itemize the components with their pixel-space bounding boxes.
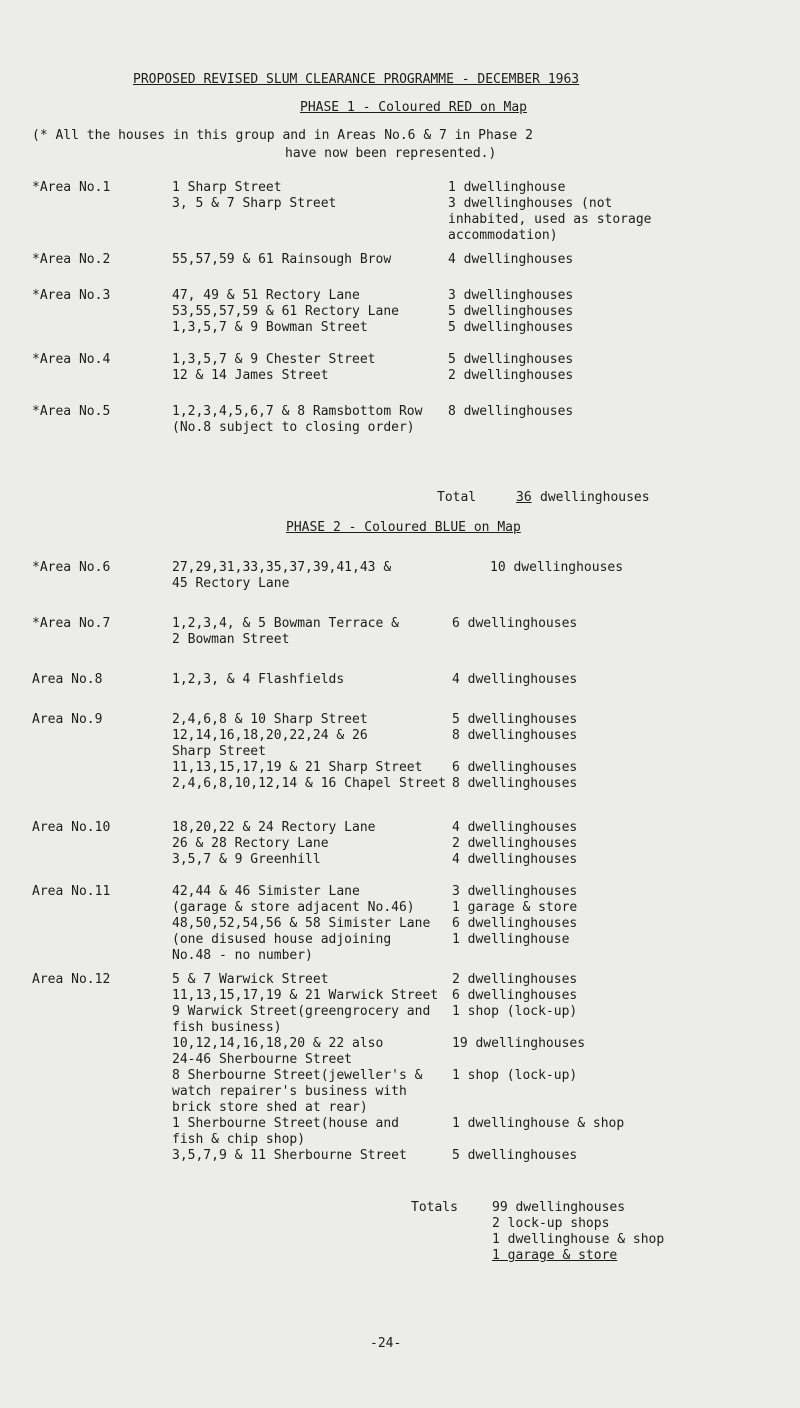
address-line: watch repairer's business with (172, 1084, 407, 1099)
address-line: (garage & store adjacent No.46) (172, 900, 415, 915)
page-number: -24- (370, 1336, 402, 1351)
area-label: Area No.10 (32, 820, 111, 835)
address-line: 3,5,7 & 9 Greenhill (172, 852, 321, 867)
area-label: *Area No.7 (32, 616, 111, 631)
area-label: *Area No.3 (32, 288, 111, 303)
address-line: 12,14,16,18,20,22,24 & 26 (172, 728, 368, 743)
address-line: 1,2,3, & 4 Flashfields (172, 672, 345, 687)
area-label: *Area No.6 (32, 560, 111, 575)
totals-line: 1 garage & store (492, 1248, 618, 1263)
address-line: 1,3,5,7 & 9 Bowman Street (172, 320, 368, 335)
address-line: fish & chip shop) (172, 1132, 306, 1147)
address-line: 3,5,7,9 & 11 Sherbourne Street (172, 1148, 407, 1163)
dwelling-count: 1 shop (lock-up) (452, 1004, 578, 1019)
area-label: *Area No.1 (32, 180, 111, 195)
address-line: 18,20,22 & 24 Rectory Lane (172, 820, 376, 835)
address-line: Sharp Street (172, 744, 266, 759)
dwelling-count: 3 dwellinghouses (452, 884, 578, 899)
dwelling-count: 3 dwellinghouses (not (448, 196, 613, 211)
dwelling-count: 3 dwellinghouses (448, 288, 574, 303)
address-line: fish business) (172, 1020, 282, 1035)
address-line: 53,55,57,59 & 61 Rectory Lane (172, 304, 399, 319)
dwelling-count: 6 dwellinghouses (452, 916, 578, 931)
address-line: 1,2,3,4,5,6,7 & 8 Ramsbottom Row (172, 404, 423, 419)
area-label: *Area No.4 (32, 352, 111, 367)
address-line: brick store shed at rear) (172, 1100, 368, 1115)
dwelling-count: 4 dwellinghouses (452, 820, 578, 835)
totals-line: 2 lock-up shops (492, 1216, 610, 1231)
phase-1-total-value: 36 (516, 490, 532, 505)
address-line: 2,4,6,8,10,12,14 & 16 Chapel Street (172, 776, 446, 791)
address-line: 10,12,14,16,18,20 & 22 also (172, 1036, 384, 1051)
document-title: PROPOSED REVISED SLUM CLEARANCE PROGRAMME - DECEMBER 1963 (133, 72, 580, 87)
address-line: 11,13,15,17,19 & 21 Sharp Street (172, 760, 423, 775)
address-line: 27,29,31,33,35,37,39,41,43 & (172, 560, 392, 575)
address-line: 48,50,52,54,56 & 58 Simister Lane (172, 916, 431, 931)
dwelling-count: 2 dwellinghouses (452, 972, 578, 987)
area-label: Area No.8 (32, 672, 103, 687)
area-label: *Area No.2 (32, 252, 111, 267)
dwelling-count: 1 dwellinghouse (448, 180, 566, 195)
area-label: *Area No.5 (32, 404, 111, 419)
dwelling-count: 6 dwellinghouses (452, 616, 578, 631)
area-label: Area No.11 (32, 884, 111, 899)
address-line: 1 Sherbourne Street(house and (172, 1116, 399, 1131)
dwelling-count: accommodation) (448, 228, 558, 243)
address-line: 45 Rectory Lane (172, 576, 290, 591)
phase-2-totals-label: Totals (411, 1200, 458, 1215)
totals-line: 1 dwellinghouse & shop (492, 1232, 665, 1247)
address-line: 9 Warwick Street(greengrocery and (172, 1004, 431, 1019)
dwelling-count: 1 dwellinghouse (452, 932, 570, 947)
dwelling-count: 5 dwellinghouses (448, 352, 574, 367)
dwelling-count: 4 dwellinghouses (452, 672, 578, 687)
address-line: 1,3,5,7 & 9 Chester Street (172, 352, 376, 367)
address-line: 3, 5 & 7 Sharp Street (172, 196, 337, 211)
dwelling-count: 4 dwellinghouses (452, 852, 578, 867)
dwelling-count: 6 dwellinghouses (452, 988, 578, 1003)
phase-2-heading: PHASE 2 - Coloured BLUE on Map (286, 520, 521, 535)
totals-line: 99 dwellinghouses (492, 1200, 626, 1215)
address-line: 2 Bowman Street (172, 632, 290, 647)
area-label: Area No.9 (32, 712, 103, 727)
dwelling-count: 4 dwellinghouses (448, 252, 574, 267)
dwelling-count: 19 dwellinghouses (452, 1036, 586, 1051)
address-line: 8 Sherbourne Street(jeweller's & (172, 1068, 423, 1083)
dwelling-count: 5 dwellinghouses (448, 304, 574, 319)
address-line: 42,44 & 46 Simister Lane (172, 884, 360, 899)
phase-1-total-unit: dwellinghouses (540, 490, 650, 505)
dwelling-count: 5 dwellinghouses (448, 320, 574, 335)
address-line: 11,13,15,17,19 & 21 Warwick Street (172, 988, 439, 1003)
address-line: 12 & 14 James Street (172, 368, 329, 383)
dwelling-count: 5 dwellinghouses (452, 1148, 578, 1163)
phase-1-heading: PHASE 1 - Coloured RED on Map (300, 100, 527, 115)
dwelling-count: 2 dwellinghouses (448, 368, 574, 383)
address-line: 1 Sharp Street (172, 180, 282, 195)
dwelling-count: 1 shop (lock-up) (452, 1068, 578, 1083)
address-line: (No.8 subject to closing order) (172, 420, 415, 435)
address-line: 5 & 7 Warwick Street (172, 972, 329, 987)
address-line: 1,2,3,4, & 5 Bowman Terrace & (172, 616, 399, 631)
dwelling-count: 8 dwellinghouses (452, 728, 578, 743)
note-line-2: have now been represented.) (285, 146, 497, 161)
dwelling-count: 2 dwellinghouses (452, 836, 578, 851)
dwelling-count: 10 dwellinghouses (490, 560, 624, 575)
phase-1-total-label: Total (437, 490, 477, 505)
address-line: No.48 - no number) (172, 948, 313, 963)
address-line: 24-46 Sherbourne Street (172, 1052, 353, 1067)
address-line: (one disused house adjoining (172, 932, 392, 947)
dwelling-count: 1 dwellinghouse & shop (452, 1116, 625, 1131)
address-line: 26 & 28 Rectory Lane (172, 836, 329, 851)
address-line: 47, 49 & 51 Rectory Lane (172, 288, 360, 303)
dwelling-count: 1 garage & store (452, 900, 578, 915)
dwelling-count: 6 dwellinghouses (452, 760, 578, 775)
dwelling-count: 8 dwellinghouses (452, 776, 578, 791)
note-line-1: (* All the houses in this group and in Areas No.6 & 7 in Phase 2 (32, 128, 533, 143)
address-line: 55,57,59 & 61 Rainsough Brow (172, 252, 392, 267)
dwelling-count: 5 dwellinghouses (452, 712, 578, 727)
area-label: Area No.12 (32, 972, 111, 987)
dwelling-count: 8 dwellinghouses (448, 404, 574, 419)
dwelling-count: inhabited, used as storage (448, 212, 652, 227)
address-line: 2,4,6,8 & 10 Sharp Street (172, 712, 368, 727)
